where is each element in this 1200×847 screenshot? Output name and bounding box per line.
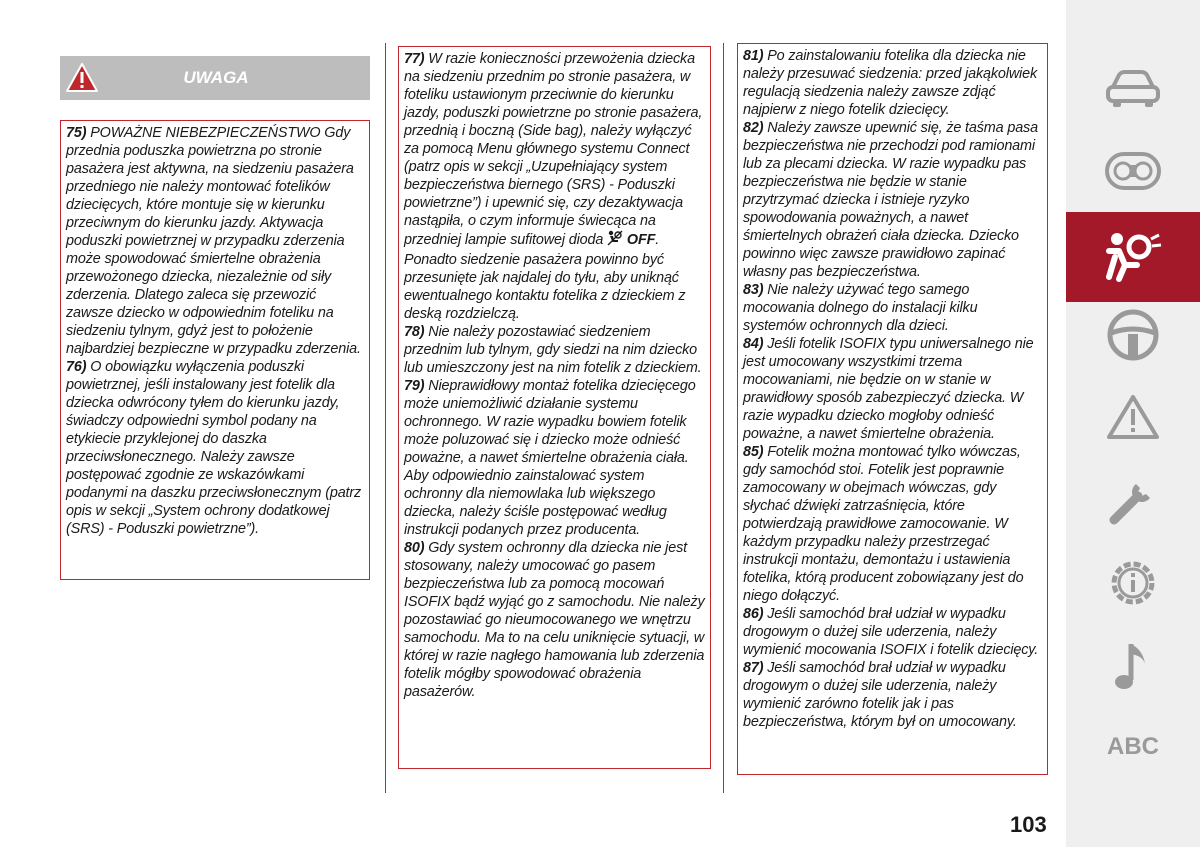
note-number: 77) [404,51,425,67]
sidebar-item-maintenance[interactable] [1066,456,1200,546]
note-text: Jeśli samochód brał udział w wypadku drogowym o dużej sile uderzenia, należy wymienić zarówno fotelik jak i pas bezpieczeństwa, którym był on umocowany. [743,660,1017,730]
note-text: Jeśli samochód brał udział w wypadku drogowym o dużej sile uderzenia, należy wymienić mocowania ISOFIX i fotelik dziecięcy. [743,606,1039,658]
wrench-icon [1106,474,1160,528]
warning-box-3 [737,43,1048,775]
sidebar-item-index[interactable] [1066,702,1200,792]
sidebar-item-dashboard[interactable] [1066,126,1200,216]
note-85 [743,443,1042,605]
note-number: 84) [743,336,764,352]
note-text: Nieprawidłowy montaż fotelika dziecięcego może uniemożliwić działanie systemu ochronnego. W razie wypadku bowiem fotelik może poluzować się i dziecko może odnieść poważne, a nawet śmiertelne obrażenia ciała. Aby odpowiednio zainstalować system ochronny dla niemowlaka lub większego dziecka, należy ściśle postępować według instrukcji podanych przez producenta. [404,378,696,538]
warning-header [60,56,370,100]
note-80 [404,539,705,701]
note-number: 82) [743,120,764,136]
warning-triangle-icon [62,56,102,100]
note-text: POWAŻNE NIEBEZPIECZEŃSTWO Gdy przednia poduszka powietrzna po stronie pasażera jest aktywna, na siedzeniu pasażera przedniego nie należy montować fotelików dziecięcych, które montuje się w kierunku przeciwnym do kierunku jazdy. Aktywacja poduszki powietrznej w przypadku zderzenia może spowodować śmiertelne obrażenia przewożonego dziecka, niezależnie od siły zderzenia. Dlatego zaleca się przewozić zawsze dziecko w odpowiednim foteliku na siedzeniu tylnym, gdyż jest to położenie najbardziej bezpieczne w przypadku zderzenia. [66,125,361,357]
info-gear-icon [1106,556,1160,610]
note-81 [743,47,1042,119]
note-number: 85) [743,444,764,460]
note-75 [66,124,364,358]
note-number: 86) [743,606,764,622]
sidebar-item-steering[interactable] [1066,290,1200,380]
note-87 [743,659,1042,731]
note-number: 78) [404,324,425,340]
note-number: 75) [66,125,87,141]
note-text: . Ponadto siedzenie pasażera powinno być przesunięte jak najdalej do tyłu, aby uniknąć ewentualnego kontaktu fotelika z dzieckiem z deską rozdzielczą. [404,232,686,322]
note-78 [404,323,705,377]
chapter-sidebar [1066,0,1200,847]
note-text: O obowiązku wyłączenia poduszki powietrznej, jeśli instalowany jest fotelik dla dziecka odwrócony tyłem do kierunku jazdy, świadczy odpowiedni symbol podany na etykiecie przyklejonej do daszka przeciwsłonecznego. Należy zawsze postępować zgodnie ze wskazówkami podanymi na daszku przeciwsłonecznym (patrz opis w sekcji „System ochrony dodatkowej (SRS) - Poduszki powietrzne”). [66,359,362,537]
note-84 [743,335,1042,443]
note-77 [404,50,705,323]
note-text: W razie konieczności przewożenia dziecka na siedzeniu przednim po stronie pasażera, w foteliku ustawionym przeciwnie do kierunku jazdy, poduszki powietrzne po stronie pasażera, przednią i boczną (Side bag), należy wyłączyć za pomocą Menu głównego systemu Connect (patrz opis w sekcji „Uzupełniający system bezpieczeństwa biernego (SRS) - Poduszki powietrzne”) i upewnić się, czy dezaktywacja nastąpiła, o czym informuje świecąca na przedniej lampie sufitowej dioda [404,51,703,248]
note-number: 83) [743,282,764,298]
note-83 [743,281,1042,335]
steering-wheel-icon [1106,308,1160,362]
sidebar-item-multimedia[interactable] [1066,622,1200,712]
sidebar-item-car[interactable] [1066,44,1200,134]
off-label: OFF [626,232,656,248]
note-text: Po zainstalowaniu fotelika dla dziecka nie należy przesuwać siedzenia: przed jakąkolwiek regulacją siedzenia należy zawsze zdjąć najpierw z niego fotelik dziecięcy. [743,48,1038,118]
note-text: Gdy system ochronny dla dziecka nie jest stosowany, należy umocować go pasem bezpieczeństwa lub za pomocą mocowań ISOFIX bądź wyjąć go z samochodu. Nie należy pozostawiać go nieumocowanego we wnętrzu samochodu. Ma to na celu uniknięcie sytuacji, w której w razie nagłego hamowania lub zderzenia fotelik mógłby spowodować obrażenia pasażerów. [404,540,705,700]
note-number: 76) [66,359,87,375]
note-number: 80) [404,540,425,556]
note-76 [66,358,364,538]
page-number: 103 [1010,812,1047,837]
music-note-icon [1113,640,1153,694]
note-79 [404,377,705,539]
note-text: Należy zawsze upewnić się, że taśma pasa bezpieczeństwa nie przechodzi pod ramionami lub za plecami dziecka. W razie wypadku pas bezpieczeństwa nie będzie w stanie przytrzymać dziecka i istnieje ryzyko spowodowania poważnych, a nawet śmiertelnych obrażeń ciała dziecka. Dziecko powinno więc zawsze prawidłowo zapinać własny pas bezpieczeństwa. [743,120,1038,280]
note-number: 87) [743,660,764,676]
sidebar-item-safety[interactable] [1066,212,1200,302]
airbag-passenger-icon [1103,231,1163,283]
airbag-off-icon [607,230,623,251]
car-icon [1105,69,1161,109]
note-86 [743,605,1042,659]
warning-box-2 [398,46,711,769]
column-divider [723,43,724,793]
sidebar-item-warnings[interactable] [1066,372,1200,462]
warning-box-1 [60,120,370,580]
note-text: Nie należy używać tego samego mocowania dolnego do instalacji kilku systemów ochronnych dla dzieci. [743,282,978,334]
note-82 [743,119,1042,281]
sidebar-item-technical-data[interactable] [1066,538,1200,628]
warning-title: UWAGA [183,68,249,87]
note-text: Fotelik można montować tylko wówczas, gdy samochód stoi. Fotelik jest poprawnie zamocowany w obejmach wówczas, gdy słychać dźwięki zatrzaśnięcia, które potwierdzają prawidłowe zamocowanie. W każdym przypadku należy przestrzegać instrukcji montażu, demontażu i ustawienia fotelika, którą producent zobowiązany jest do niego dołączyć. [743,444,1024,604]
note-number: 79) [404,378,425,394]
dashboard-icon [1105,151,1161,191]
column-divider [385,43,386,793]
note-text: Nie należy pozostawiać siedzeniem przednim lub tylnym, gdy siedzi na nim dziecko lub umieszczony jest na nim fotelik z dzieckiem. [404,324,702,376]
abc-label: ABC [1107,733,1159,760]
note-number: 81) [743,48,764,64]
warning-triangle-icon [1106,393,1160,441]
note-text: Jeśli fotelik ISOFIX typu uniwersalnego nie jest umocowany wszystkimi trzema mocowaniami, nie będzie on w stanie w prawidłowy sposób zabezpieczyć dziecka. W razie wypadku dziecko mogłoby odnieść poważne, a nawet śmiertelne obrażenia. [743,336,1034,442]
